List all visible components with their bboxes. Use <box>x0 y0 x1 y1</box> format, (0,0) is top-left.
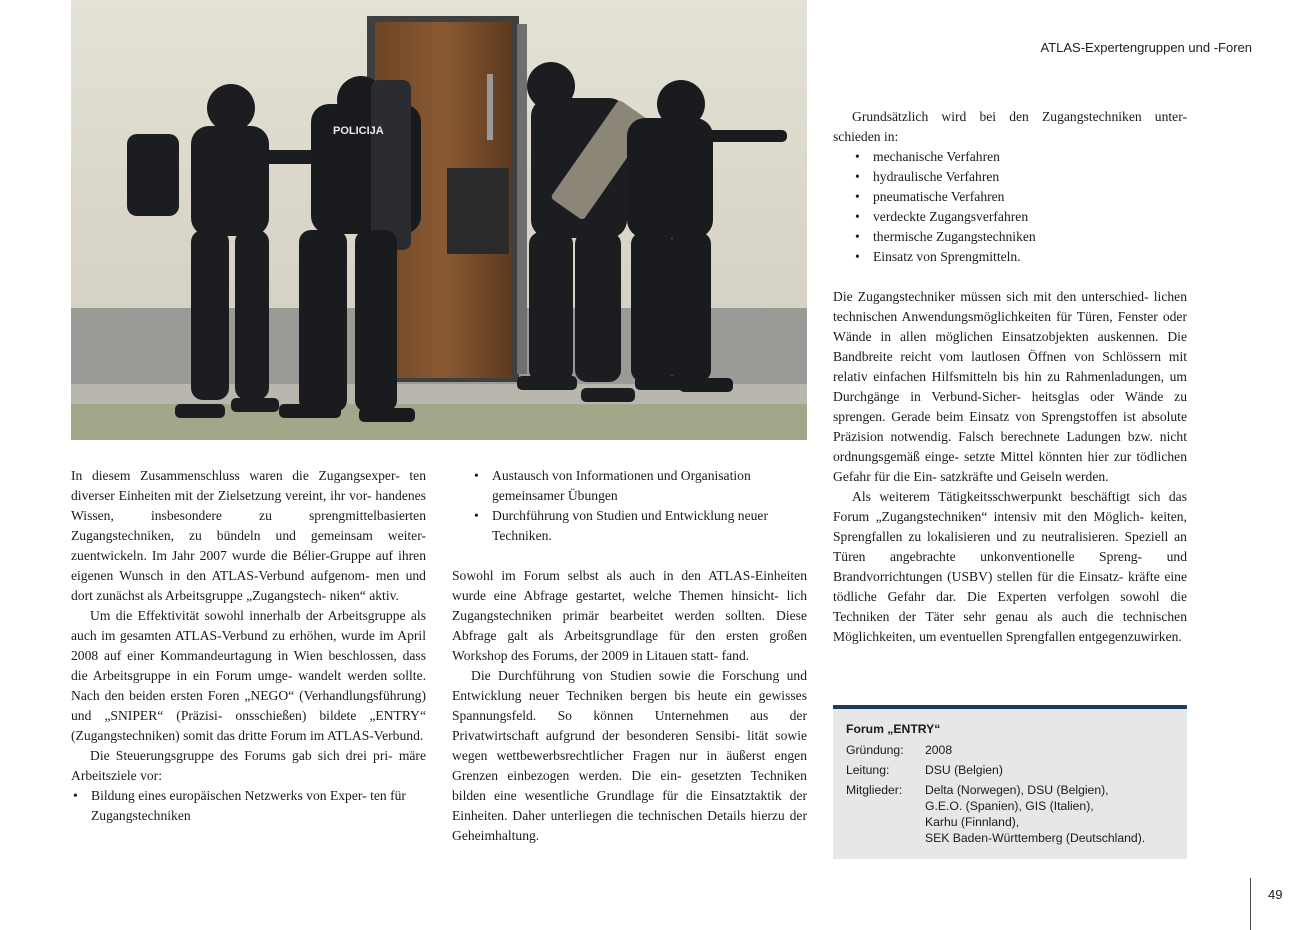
door-handle <box>487 74 493 140</box>
list-item: • Austausch von Informationen und Organisation gemeinsamer Übungen <box>452 466 807 506</box>
door-plate <box>447 168 509 254</box>
list-item: • mechanische Verfahren <box>833 147 1187 167</box>
col1-paragraph-3: Die Steuerungsgruppe des Forums gab sich drei pri- märe Arbeitsziele vor: <box>71 748 426 783</box>
photo-illustration <box>71 0 807 440</box>
running-header: ATLAS-Expertengruppen und -Foren <box>1040 40 1252 55</box>
founded-value: 2008 <box>925 743 953 757</box>
lead-value: DSU (Belgien) <box>925 763 1003 777</box>
col2-paragraph-2: Die Durchführung von Studien sowie die Forschung und Entwicklung neuer Techniken bergen bis heute ein gewisses Spannungsfeld. So können Unternehmen aus der Privatwirtschaft aufgrund der besonderen Sensibi- lität sowie wegen wettbewerbsrechtlicher Fragen nur in äußerst engen Grenzen einbezogen werden. Die ein- gesetzten Techniken bilden eine wesentliche Grundlage für die Einsatztaktik der Einheiten. Daher unterliegen die technischen Details hierzu der Geheimhaltung. <box>452 668 808 843</box>
vest-label: POLICIJA <box>333 125 384 137</box>
founded-label: Gründung: <box>846 743 904 757</box>
col3-paragraph-2: Als weiterem Tätigkeitsschwerpunkt beschäftigt sich das Forum „Zugangstechniken“ intensiv mit den Möglich- keiten, Sprengfallen zu lokalisieren und zu neutralisieren. Speziell an Türen angebrachte unkonventionelle Spreng- und Brandvorrichtungen (USBV) stellen für die Einsatz- kräfte eine tödliche Gefahr dar. Die Experten verfolgen sowohl die Techniken der Täter sehr genau als auch die technischen Möglichkeiten, um eventuellen Sprengfallen entgegenzuwirken. <box>833 489 1188 644</box>
col2-paragraph-1: Sowohl im Forum selbst als auch in den ATLAS-Einheiten wurde eine Abfrage gestartet, welche Themen hinsicht- lich Zugangstechniken primär bearbeitet werden sollten. Diese Abfrage galt als Arbeitsgrundlage für den ersten großen Workshop des Forums, der 2009 in Litauen statt- fand. <box>452 568 807 663</box>
list-item: • pneumatische Verfahren <box>833 187 1187 207</box>
list-item: • hydraulische Verfahren <box>833 167 1187 187</box>
list-item: • Bildung eines europäischen Netzwerks von Exper- ten für Zugangstechniken <box>71 786 426 826</box>
list-item: • thermische Zugangstechniken <box>833 227 1187 247</box>
goals-list-part-1 <box>71 786 426 826</box>
infobox-title: Forum „ENTRY“ <box>846 722 941 736</box>
column-3 <box>833 107 1187 647</box>
list-item: • verdeckte Zugangsverfahren <box>833 207 1187 227</box>
infobox-lead-row <box>846 762 1175 778</box>
infobox-founded-row <box>846 742 1175 758</box>
col3-paragraph-1: Die Zugangstechniker müssen sich mit den unterschied- lichen technischen Anwendungsmöglichkeiten für Türen, Fenster oder Wände in allen möglichen Einsatzobjekten auskennen. Die Bandbreite reicht vom lautlosen Öffnen von Schlössern mit relativ einfachen Hilfsmitteln bis hin zu Rahmenladungen, um Durchgänge in Verbund-Sicher- heitsglas oder Wände zu sprengen. Gerade beim Einsatz von Sprengstoffen ist absolute Präzision notwendig. Falsch berechnete Ladungen bzw. nicht ordnungsgemäß einge- setzte Mittel könnten hier zur tödlichen Gefahr für die Ein- satzkräfte und Geiseln werden. <box>833 289 1188 484</box>
team-photo <box>71 0 807 440</box>
infobox-members-row <box>846 782 1175 846</box>
list-item: • Einsatz von Sprengmitteln. <box>833 247 1187 267</box>
drain-pipe <box>517 24 527 374</box>
goals-list-part-2 <box>452 466 807 546</box>
methods-list <box>833 147 1187 267</box>
col1-paragraph-1: In diesem Zusammenschluss waren die Zugangsexper- ten diverser Einheiten mit der Zielsetzung vereint, ihr vor- handenes Wissen, insbesondere zu sprengmittelbasierten Zugangstechniken, zu bündeln und gemeinsam weiter- zuentwickeln. Im Jahr 2007 wurde die Bélier-Gruppe auf ihren eigenen Wunsch in den ATLAS-Verbund aufgenom- men und dort zunächst als Arbeitsgruppe „Zugangstech- niken“ aktiv. <box>71 468 426 603</box>
members-value: Delta (Norwegen), DSU (Belgien), G.E.O. (Spanien), GIS (Italien), Karhu (Finnland), SEK Baden-Württemberg (Deutschland). <box>925 783 1146 845</box>
page-number: 49 <box>1268 887 1283 902</box>
list-item: • Durchführung von Studien und Entwicklung neuer Techniken. <box>452 506 807 546</box>
column-1 <box>71 466 426 826</box>
lead-label: Leitung: <box>846 763 890 777</box>
forum-info-box <box>833 705 1187 859</box>
col3-intro: Grundsätzlich wird bei den Zugangstechniken unter- schieden in: <box>833 109 1187 144</box>
members-label: Mitglieder: <box>846 783 903 797</box>
column-2 <box>452 466 807 846</box>
page-number-rule <box>1250 878 1251 930</box>
col1-paragraph-2: Um die Effektivität sowohl innerhalb der Arbeitsgruppe als auch im gesamten ATLAS-Verbund zu erhöhen, wurde im April 2008 auf einer Kommandeurtagung in Wien beschlossen, dass die Arbeitsgruppe in ein Forum umge- wandelt werden sollte. Nach den beiden ersten Foren „NEGO“ (Verhandlungsführung) und „SNIPER“ (Präzisi- onsschießen) bildete „ENTRY“ (Zugangstechniken) somit das dritte Forum im ATLAS-Verbund. <box>71 608 426 743</box>
